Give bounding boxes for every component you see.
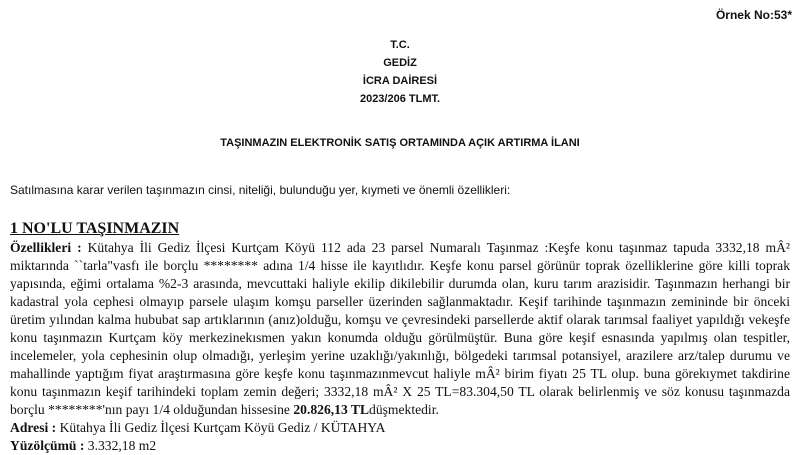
header-file-number: 2023/206 TLMT. <box>359 93 441 105</box>
area-line <box>10 437 790 455</box>
address-label: Adresi : <box>10 420 57 435</box>
announcement-title: TAŞINMAZIN ELEKTRONİK SATIŞ ORTAMINDA AÇIK ARTIRMA İLANI <box>220 137 580 149</box>
features-paragraph <box>10 239 790 419</box>
share-value: 20.826,13 TL <box>293 402 370 417</box>
header-office: İCRA DAİRESİ <box>362 75 438 87</box>
features-label: Özellikleri : <box>10 240 82 255</box>
features-text: Kütahya İli Gediz İlçesi Kurtçam Köyü 112 ada 23 parsel Numaralı Taşınmaz :Keşfe konu taşınmaz tapuda 3332,18 mÂ² miktarında ``tarla"vasfı ile borçlu ******** adına 1/4 hisse ile kayıtlıdır. Keşfe konu parsel görünür toprak özelliklerine göre killi toprak yapısında, eğimi ortalama %2-3 arasında, mevcuttaki haliyle ekilip dikilebilir durumda olan, kuru tarım arazisidir. Taşınmazın herhangi bir kadastral yola cephesi olmayıp parsele ulaşım komşu parseller üzerinden sağlanmaktadır. Keşif tarihinde taşınmazın zemininde bir önceki üretim yılından kalma hububat sap artıklarının (anız)olduğu, komşu ve çevresindeki parsellerde aktif olarak tarımsal faaliyet yapıldığı vekeşfe konu taşınmazın Kurtçam köy merkezinekısmen yakın konumda olduğu görülmüştür. Buna göre keşif esnasında yapılmış olan tespitler, incelemeler, yola cephesinin olup olmadığı, yerleşim yerine uzaklığı/yakınlığı, bölgedeki tarımsal potansiyel, arazilere arz/talep durumu ve mahallinde yaptığım fiyat araştırmasına göre keşfe konu taşınmazınmevcut haliyle mÂ² birim fiyatı 25 TL olup. buna görekıymet takdirine konu taşınmazın keşif tarihindeki toplam zemin değeri; 3332,18 mÂ² X 25 TL=83.304,50 TL olarak belirlenmiş ve söz konusu taşınmazda borçlu ********'nın payı 1/4 olduğundan hissesine <box>10 240 791 417</box>
header-district: GEDİZ <box>383 57 417 69</box>
section-title: 1 NO'LU TAŞINMAZIN <box>10 220 180 237</box>
area-value: 3.332,18 m2 <box>87 438 157 453</box>
property-section <box>10 219 790 455</box>
features-tail: düşmektedir. <box>369 402 439 417</box>
header-country: T.C. <box>390 39 410 51</box>
area-label: Yüzölçümü : <box>10 438 85 453</box>
address-line <box>10 419 790 437</box>
office-header <box>0 36 800 108</box>
document-number: Örnek No:53* <box>715 8 792 22</box>
intro-text: Satılmasına karar verilen taşınmazın cinsi, niteliği, bulunduğu yer, kıymeti ve önemli özellikleri: <box>10 183 511 197</box>
address-value: Kütahya İli Gediz İlçesi Kurtçam Köyü Gediz / KÜTAHYA <box>59 420 386 435</box>
